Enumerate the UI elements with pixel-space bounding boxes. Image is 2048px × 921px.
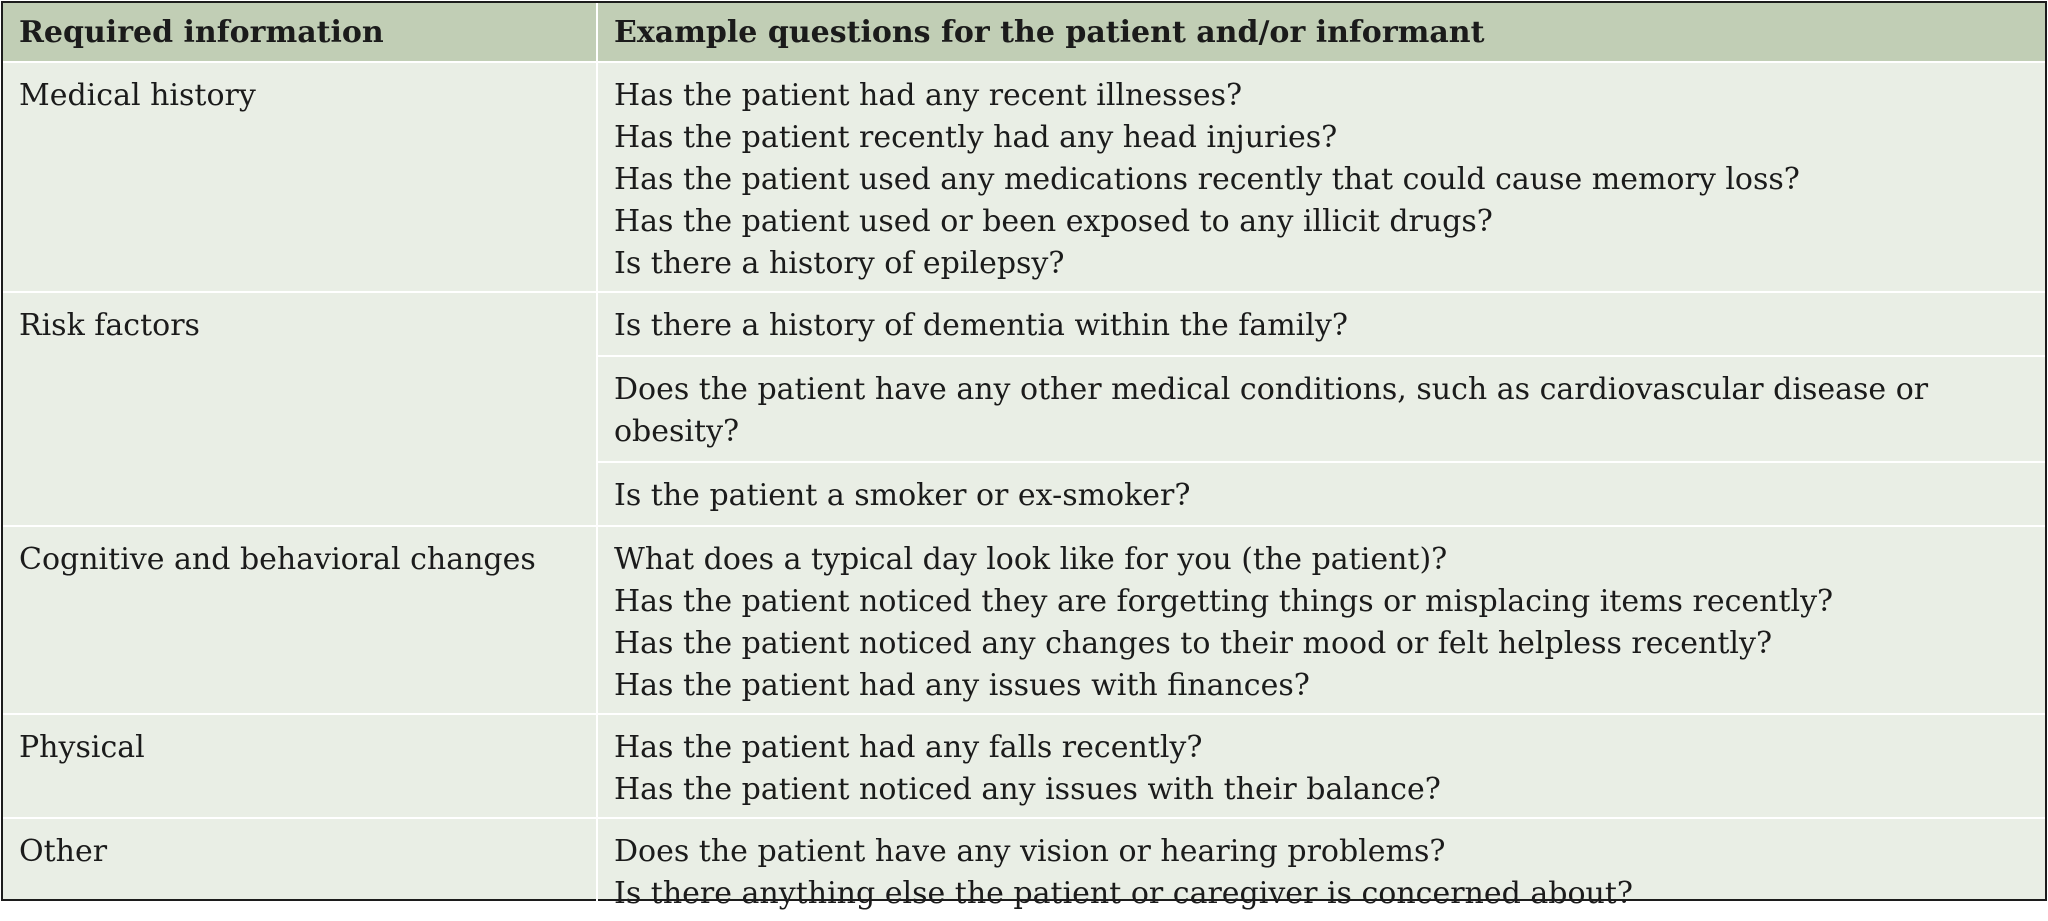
table-row-physical	[3, 714, 2045, 818]
question: Is there a history of dementia within the family?	[614, 308, 1348, 343]
question: Has the patient noticed they are forgetting things or misplacing items recently?	[614, 584, 1834, 619]
information-table	[1, 1, 2047, 911]
question: Has the patient noticed any issues with their balance?	[614, 772, 1441, 807]
row-label-medical-history: Medical history	[3, 62, 597, 292]
row-label-other: Other	[3, 818, 597, 921]
header-required-information: Required information	[3, 3, 597, 62]
row-label-physical: Physical	[3, 714, 597, 818]
table-row-cognitive	[3, 526, 2045, 714]
questions-medical-history	[597, 62, 2045, 292]
question: Is the patient a smoker or ex-smoker?	[614, 478, 1191, 513]
question-risk-factors-3	[597, 462, 2045, 526]
table-row-medical-history	[3, 62, 2045, 292]
table	[3, 3, 2045, 921]
question: Has the patient had any falls recently?	[614, 730, 1203, 765]
header-example-questions: Example questions for the patient and/or informant	[597, 3, 2045, 62]
header-row	[3, 3, 2045, 62]
questions-cognitive	[597, 526, 2045, 714]
question: Has the patient noticed any changes to their mood or felt helpless recently?	[614, 626, 1773, 661]
question: Is there anything else the patient or caregiver is concerned about?	[614, 876, 1633, 911]
question: Has the patient used or been exposed to any illicit drugs?	[614, 204, 1493, 239]
question: What does a typical day look like for you (the patient)?	[614, 542, 1448, 577]
row-label-cognitive: Cognitive and behavioral changes	[3, 526, 597, 714]
table-row-risk-factors	[3, 292, 2045, 356]
table-row-other	[3, 818, 2045, 921]
questions-physical	[597, 714, 2045, 818]
question: Has the patient used any medications recently that could cause memory loss?	[614, 162, 1800, 197]
question: Has the patient had any recent illnesses?	[614, 78, 1243, 113]
question-risk-factors-1	[597, 292, 2045, 356]
question: Has the patient recently had any head injuries?	[614, 120, 1338, 155]
row-label-risk-factors: Risk factors	[3, 292, 597, 526]
question-risk-factors-2	[597, 356, 2045, 462]
question: Has the patient had any issues with finances?	[614, 668, 1310, 703]
question: Is there a history of epilepsy?	[614, 246, 1065, 281]
question: Does the patient have any other medical conditions, such as cardiovascular disease or obesity?	[614, 372, 1929, 449]
question: Does the patient have any vision or hearing problems?	[614, 834, 1446, 869]
questions-other	[597, 818, 2045, 921]
